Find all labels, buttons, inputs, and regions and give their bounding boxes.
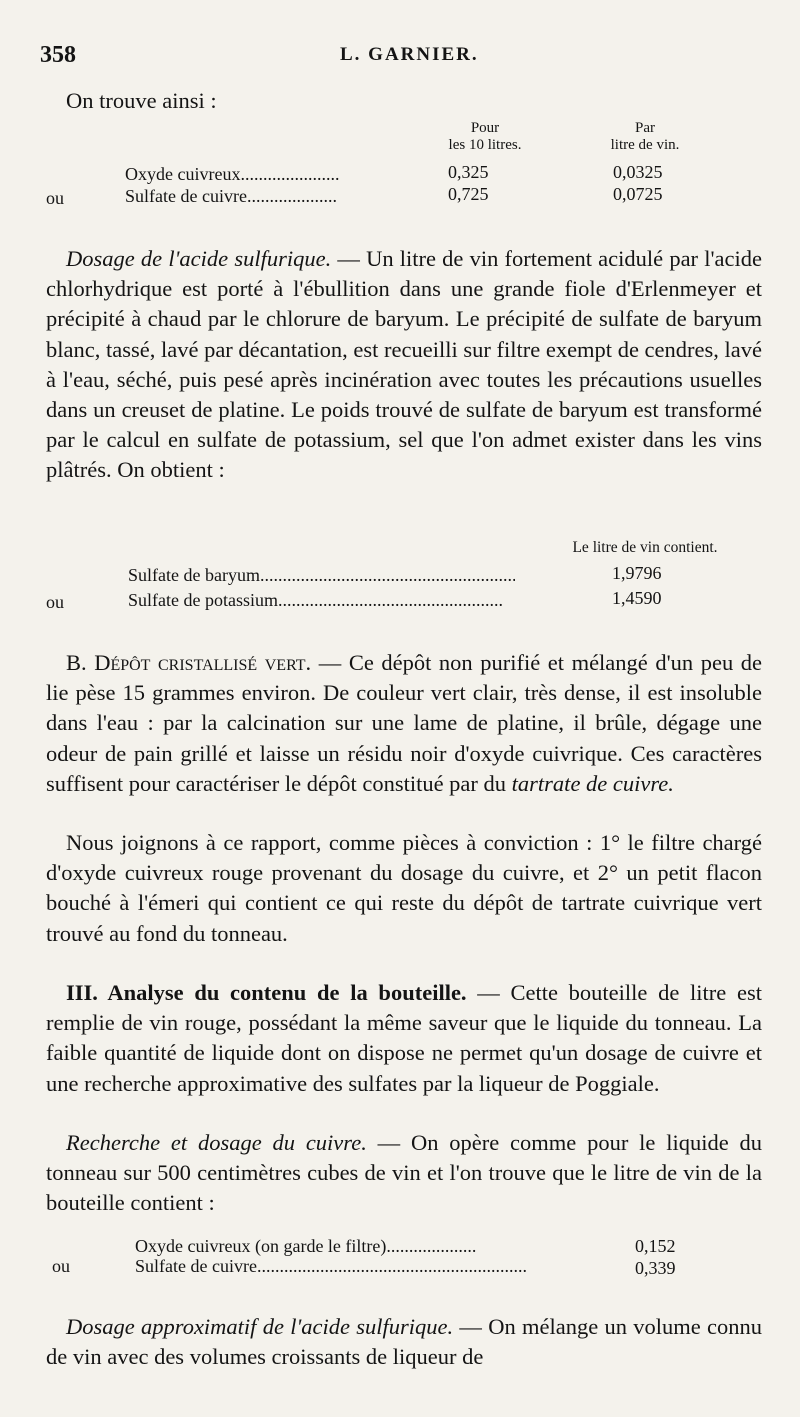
row-value: 0,725 [448, 184, 489, 204]
paragraph-title: Dépôt cristallisé vert. [94, 650, 312, 675]
leader-dots [386, 1236, 476, 1257]
row-label: Oxyde cuivreux (on garde le filtre) [135, 1236, 387, 1256]
table1-col1-header [420, 120, 550, 154]
table2-header: Le litre de vin contient. [572, 539, 718, 556]
paragraph-text: — Ce dépôt non purifié et mélangé d'un peu de lie pèse 15 grammes environ. De couleur vert clair, très dense, il est insoluble dans l'eau : par la calcination sur une lame de platine, il brûle, dégage une odeur de pain grillé et laisse un résidu noir d'oxyde cuivrique. Ces caractères suffisent pour caractériser le dépôt constitué par du [46, 650, 762, 796]
table1-col2-header [580, 120, 710, 154]
paragraph-text: — On mélange un volume connu de vin avec des volumes croissants de liqueur de [46, 1314, 762, 1370]
row-value: 1,9796 [612, 563, 662, 583]
paragraph-sulfuric-acid [46, 244, 762, 486]
row-value: 1,4590 [612, 588, 662, 608]
row-prefix: ou [46, 592, 64, 612]
leader-dots [247, 186, 337, 207]
row-label: Oxyde cuivreux [125, 164, 241, 184]
row-label: Sulfate de baryum [128, 565, 260, 585]
running-head: L. GARNIER. [340, 44, 479, 65]
paragraph-text: — Cette bouteille de litre est remplie de vin rouge, possédant la même saveur que le liquide du tonneau. La faible quantité de liquide dont on dispose ne permet qu'un dosage de cuivre et une recherche approximative des sulfates par la liqueur de Poggiale. [46, 980, 762, 1096]
paragraph-title: Dosage de l'acide sulfurique. [66, 246, 332, 271]
row-value: 0,152 [635, 1236, 676, 1256]
row-label: Sulfate de cuivre [135, 1256, 257, 1276]
paragraph-title: Dosage approximatif de l'acide sulfurique. [66, 1314, 454, 1339]
leader-dots [257, 1256, 527, 1277]
paragraph-title: Recherche et dosage du cuivre. [66, 1130, 367, 1155]
paragraph-exhibits: Nous joignons à ce rapport, comme pièces à conviction : 1° le filtre chargé d'oxyde cuivreux rouge provenant du dosage du cuivre, et 2° un petit flacon bouché à l'émeri qui contient ce qui reste du dépôt de tartrate cuivrique vert trouvé au fond du tonneau. [46, 830, 762, 946]
leader-dots [240, 164, 340, 185]
row-value: 0,0725 [613, 184, 663, 204]
paragraph-approx-sulfuric [46, 1312, 762, 1372]
table1-col1-header-line2: les 10 litres. [448, 137, 522, 153]
row-value: 0,339 [635, 1258, 676, 1278]
paragraph-text: — Un litre de vin fortement acidulé par l'acide chlorhydrique est porté à l'ébullition dans une grande fiole d'Erlenmeyer et précipité à chaud par le chlorure de baryum. Le précipité de sulfate de baryum blanc, tassé, lavé par décantation, est recueilli sur filtre exempt de cendres, lavé à l'eau, séché, puis pesé après incinération avec toutes les précautions usuelles dans un creuset de platine. Le poids trouvé de sulfate de baryum est transformé par le calcul en sulfate de potassium, sel que l'on admet exister dans les vins plâtrés. On obtient : [46, 246, 762, 483]
paragraph-copper-dosage [46, 1128, 762, 1219]
table1-col1-header-line1: Pour [470, 120, 500, 136]
row-value: 0,325 [448, 162, 489, 182]
table-row [125, 164, 340, 185]
row-label: Sulfate de cuivre [125, 186, 247, 206]
row-value: 0,0325 [613, 162, 663, 182]
page-header [40, 42, 760, 74]
leader-dots [260, 565, 515, 586]
paragraph-bottle-analysis [46, 978, 762, 1099]
table-row [128, 590, 503, 611]
intro-line: On trouve ainsi : [66, 88, 217, 113]
table-row [135, 1256, 527, 1277]
paragraph-text: — On opère comme pour le liquide du tonneau sur 500 centimètres cubes de vin et l'on trouve que le litre de vin de la bouteille contient : [46, 1130, 762, 1216]
table-row [128, 565, 515, 586]
section-title: III. Analyse du contenu de la bouteille. [66, 980, 467, 1005]
table1-col2-header-line2: litre de vin. [610, 137, 680, 153]
paragraph-green-deposit [46, 648, 762, 799]
table-row [135, 1236, 476, 1257]
section-letter: B. [66, 650, 87, 675]
table1-col2-header-line1: Par [635, 120, 655, 136]
page-number: 358 [40, 42, 76, 68]
leader-dots [278, 590, 503, 611]
row-label: Sulfate de potassium [128, 590, 278, 610]
paragraph-italic-end: tartrate de cuivre. [511, 770, 674, 796]
table-row [125, 186, 337, 207]
row-prefix: ou [46, 188, 64, 208]
row-prefix: ou [52, 1256, 70, 1276]
